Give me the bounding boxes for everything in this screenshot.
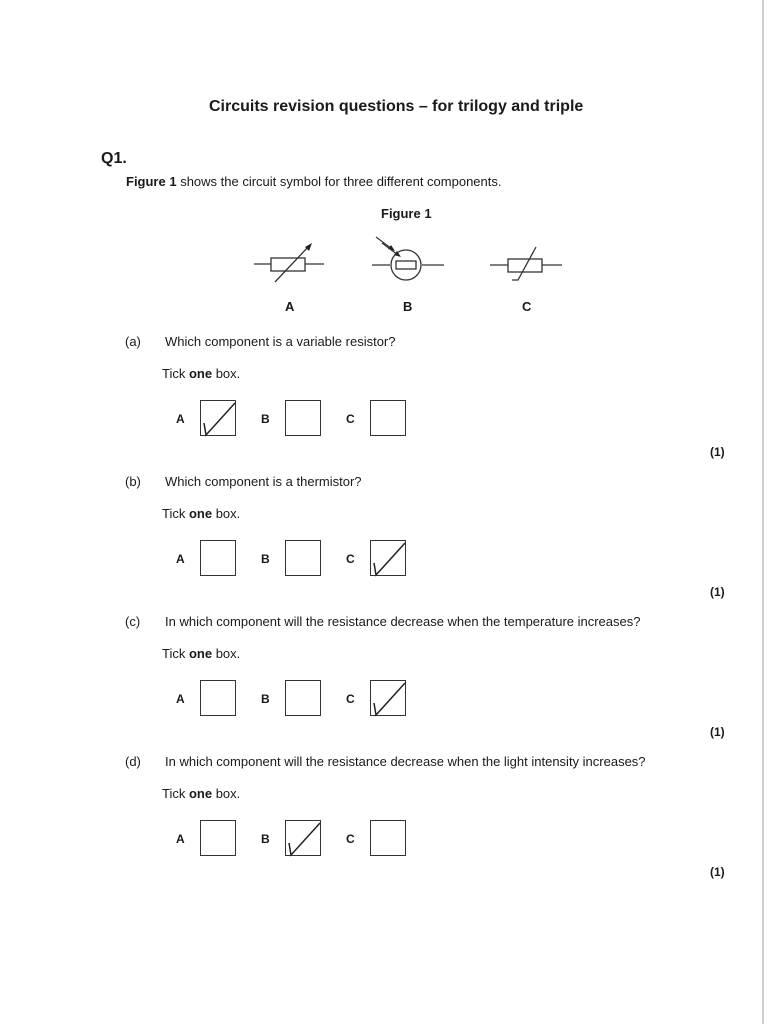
option-label-b: B [261, 552, 270, 566]
tick-instruction-tick-bold: one [188, 506, 213, 521]
thermistor-symbol [486, 234, 564, 286]
tick-mark-icon [371, 681, 407, 717]
part-letter-a: (a) [125, 334, 141, 349]
page-edge [762, 0, 764, 1024]
figure-title: Figure 1 [381, 206, 432, 221]
part-question-b: Which component is a thermistor? [165, 474, 362, 489]
marks-label: (1) [710, 445, 725, 459]
intro-rest: shows the circuit symbol for three different components. [176, 174, 502, 189]
option-label-c: C [346, 412, 355, 426]
option-label-b: B [261, 832, 270, 846]
checkbox-b-a[interactable] [200, 540, 236, 576]
checkbox-c-b[interactable] [285, 680, 321, 716]
option-label-a: A [176, 832, 185, 846]
part-letter-b: (b) [125, 474, 141, 489]
checkbox-b-b[interactable] [285, 540, 321, 576]
tick-instruction-tick-pre: Tick [162, 646, 189, 661]
checkbox-a-c[interactable] [370, 400, 406, 436]
tick-instruction-tick-post: box. [212, 646, 241, 661]
tick-instruction-tick-pre: Tick [162, 506, 189, 521]
question-intro [126, 174, 502, 189]
tick-instruction-tick-bold: one [188, 786, 213, 801]
variable-resistor-symbol [252, 234, 328, 286]
part-question-a: Which component is a variable resistor? [165, 334, 396, 349]
marks-label: (1) [710, 725, 725, 739]
option-label-b: B [261, 692, 270, 706]
ldr-symbol [368, 234, 448, 286]
part-question-c: In which component will the resistance decrease when the temperature increases? [165, 614, 641, 629]
tick-instruction-tick-bold: one [188, 366, 213, 381]
checkbox-c-a[interactable] [200, 680, 236, 716]
tick-mark-icon [201, 401, 237, 437]
tick-instruction [162, 786, 240, 801]
option-label-c: C [346, 692, 355, 706]
tick-mark-icon [371, 541, 407, 577]
symbol-label-b: B [403, 299, 413, 314]
option-label-b: B [261, 412, 270, 426]
symbol-label-a: A [285, 299, 295, 314]
part-letter-d: (d) [125, 754, 141, 769]
tick-instruction [162, 646, 240, 661]
tick-instruction [162, 366, 240, 381]
checkbox-c-c[interactable] [370, 680, 406, 716]
tick-instruction-tick-bold: one [188, 646, 213, 661]
checkbox-d-a[interactable] [200, 820, 236, 856]
tick-instruction-tick-post: box. [212, 366, 241, 381]
marks-label: (1) [710, 865, 725, 879]
option-label-a: A [176, 412, 185, 426]
option-label-a: A [176, 692, 185, 706]
intro-bold: Figure 1 [126, 174, 177, 189]
marks-label: (1) [710, 585, 725, 599]
checkbox-d-b[interactable] [285, 820, 321, 856]
checkbox-d-c[interactable] [370, 820, 406, 856]
part-letter-c: (c) [125, 614, 141, 629]
option-label-c: C [346, 552, 355, 566]
part-question-d: In which component will the resistance decrease when the light intensity increases? [165, 754, 646, 769]
page-title: Circuits revision questions – for trilogy and triple [209, 98, 584, 115]
tick-instruction-tick-post: box. [212, 786, 241, 801]
option-label-c: C [346, 832, 355, 846]
symbol-label-c: C [522, 299, 532, 314]
question-number: Q1. [101, 150, 127, 167]
tick-instruction [162, 506, 240, 521]
tick-instruction-tick-post: box. [212, 506, 241, 521]
tick-instruction-tick-pre: Tick [162, 366, 189, 381]
tick-instruction-tick-pre: Tick [162, 786, 189, 801]
checkbox-a-b[interactable] [285, 400, 321, 436]
tick-mark-icon [286, 821, 322, 857]
option-label-a: A [176, 552, 185, 566]
checkbox-a-a[interactable] [200, 400, 236, 436]
checkbox-b-c[interactable] [370, 540, 406, 576]
